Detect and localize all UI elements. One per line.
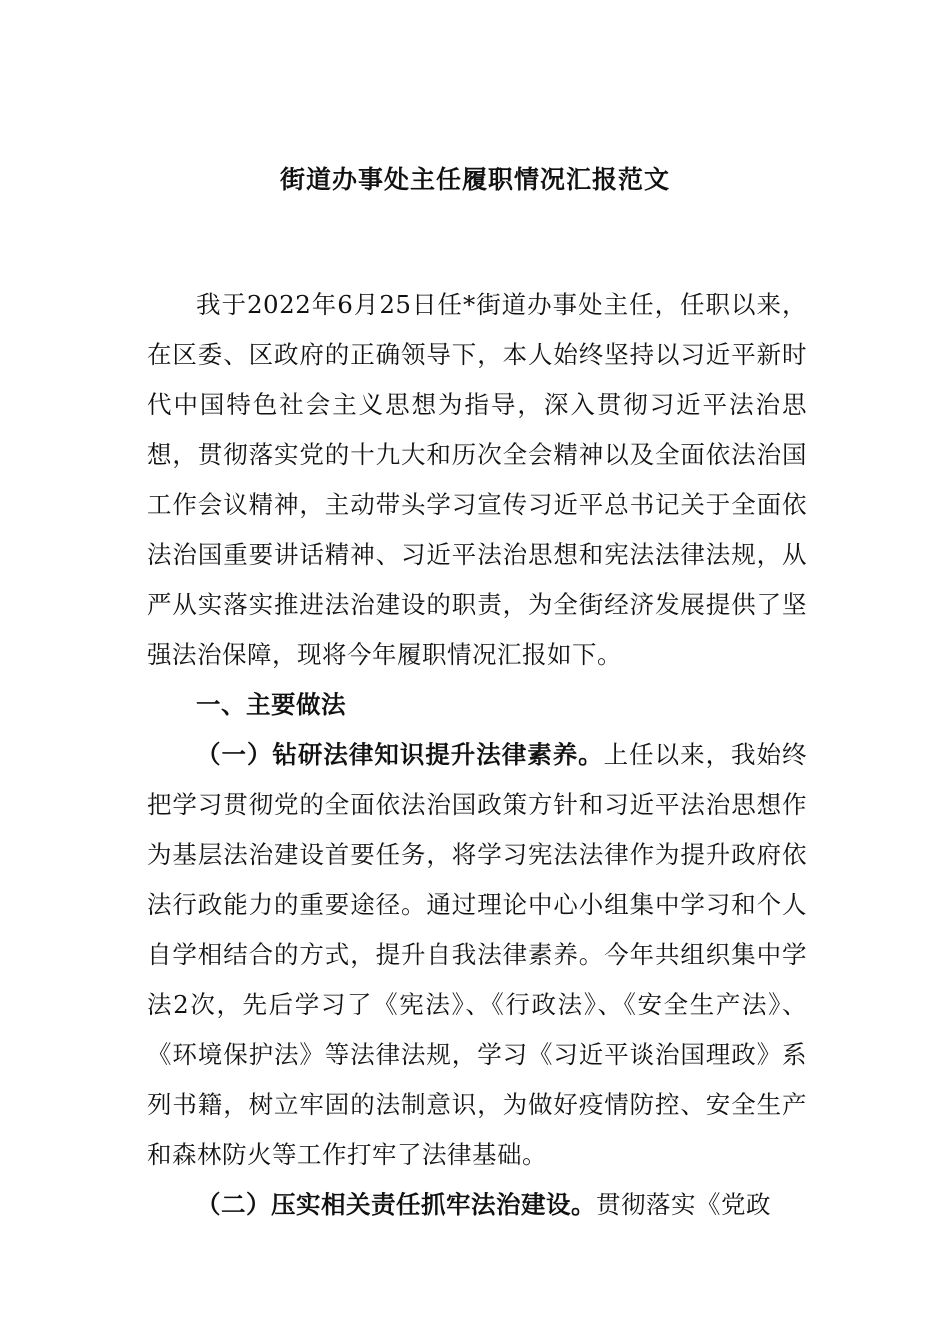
- item-1-lead: （一）钻研法律知识提升法律素养。: [196, 740, 604, 769]
- section-heading-main-practices: 一、主要做法: [196, 690, 346, 719]
- item-2-text: 贯彻落实《党政: [596, 1190, 771, 1219]
- item-1-text: 上任以来，我始终把学习贯彻党的全面依法治国政策方针和习近平法治思想作为基层法治建设首要任务，将学习宪法法律作为提升政府依法行政能力的重要途径。通过理论中心小组集中学习和个人自学相结合的方式，提升自我法律素养。今年共组织集中学法2次，先后学习了《宪法》、《行政法》、《安全生产法》、《环境保护法》等法律法规，学习《习近平谈治国理政》系列书籍，树立牢固的法制意识，为做好疫情防控、安全生产和森林防火等工作打牢了法律基础。: [147, 740, 808, 1169]
- item-2-paragraph: [147, 1180, 807, 1230]
- document-title: 街道办事处主任履职情况汇报范文: [279, 165, 670, 194]
- document-body: [147, 280, 807, 1230]
- item-2-lead: （二）压实相关责任抓牢法治建设。: [196, 1190, 596, 1219]
- intro-paragraph: 我于2022年6月25日任*街道办事处主任，任职以来，在区委、区政府的正确领导下，本人始终坚持以习近平新时代中国特色社会主义思想为指导，深入贯彻习近平法治思想，贯彻落实党的十九大和历次全会精神以及全面依法治国工作会议精神，主动带头学习宣传习近平总书记关于全面依法治国重要讲话精神、习近平法治思想和宪法法律法规，从严从实落实推进法治建设的职责，为全街经济发展提供了坚强法治保障，现将今年履职情况汇报如下。: [147, 290, 807, 669]
- item-1-paragraph: [147, 730, 807, 1180]
